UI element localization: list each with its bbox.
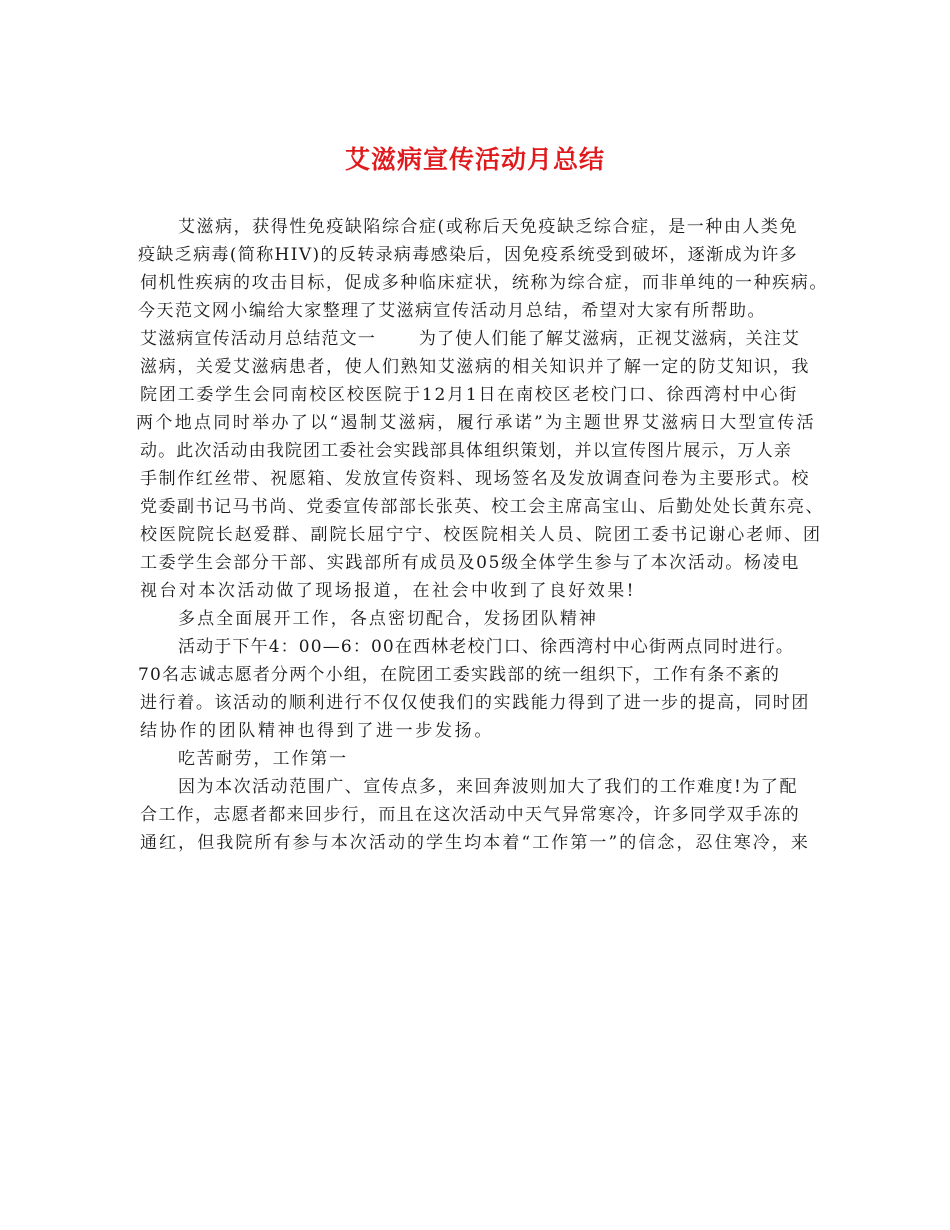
- text-line: 结协作的团队精神也得到了进一步发扬。: [140, 721, 494, 741]
- text-line: 艾滋病宣传活动月总结范文一 为了使人们能了解艾滋病，正视艾滋病，关注艾: [140, 329, 800, 349]
- text-line: 因为本次活动范围广、宣传点多，来回奔波则加大了我们的工作难度!为了配: [178, 777, 798, 797]
- text-line: 吃苦耐劳，工作第一: [178, 749, 348, 769]
- text-line: 党委副书记马书尚、党委宣传部部长张英、校工会主席高宝山、后勤处处长黄东亮、: [140, 497, 824, 517]
- text-line: 通红，但我院所有参与本次活动的学生均本着“工作第一”的信念，忍住寒冷，来: [140, 833, 810, 853]
- text-line: 伺机性疾病的攻击目标，促成多种临床症状，统称为综合症，而非单纯的一种疾病。: [140, 273, 828, 293]
- text-line: 70名志诚志愿者分两个小组，在院团工委实践部的统一组织下，工作有条不紊的: [138, 665, 780, 685]
- text-line: 进行着。该活动的顺利进行不仅仅使我们的实践能力得到了进一步的提高，同时团: [140, 693, 810, 713]
- text-line: 工委学生会部分干部、实践部所有成员及05级全体学生参与了本次活动。杨凌电: [140, 553, 800, 573]
- text-line: 艾滋病，获得性免疫缺陷综合症(或称后天免疫缺乏综合症，是一种由人类免: [178, 217, 798, 237]
- document-title: 艾滋病宣传活动月总结: [344, 145, 605, 174]
- text-line: 多点全面展开工作，各点密切配合，发扬团队精神: [178, 609, 598, 629]
- text-line: 手制作红丝带、祝愿箱、发放宣传资料、现场签名及发放调查问卷为主要形式。校: [140, 469, 810, 489]
- text-line: 校医院院长赵爱群、副院长屈宁宁、校医院相关人员、院团工委书记谢心老师、团: [140, 525, 822, 545]
- text-line: 滋病，关爱艾滋病患者，使人们熟知艾滋病的相关知识并了解一定的防艾知识，我: [140, 357, 810, 377]
- text-line: 院团工委学生会同南校区校医院于12月1日在南校区老校门口、徐西湾村中心街: [140, 385, 798, 405]
- text-line: 今天范文网小编给大家整理了艾滋病宣传活动月总结，希望对大家有所帮助。: [138, 301, 766, 321]
- text-line: 疫缺乏病毒(简称HIV)的反转录病毒感染后，因免疫系统受到破坏，逐渐成为许多: [138, 245, 798, 265]
- text-line: 两个地点同时举办了以“遏制艾滋病，履行承诺”为主题世界艾滋病日大型宣传活: [136, 413, 816, 433]
- text-line: 活动于下午4：00—6：00在西林老校门口、徐西湾村中心街两点同时进行。: [178, 637, 794, 657]
- text-line: 合工作，志愿者都来回步行，而且在这次活动中天气异常寒冷，许多同学双手冻的: [140, 805, 800, 825]
- text-line: 视台对本次活动做了现场报道，在社会中收到了良好效果!: [140, 581, 636, 601]
- text-line: 动。此次活动由我院团工委社会实践部具体组织策划，并以宣传图片展示，万人亲: [140, 441, 792, 461]
